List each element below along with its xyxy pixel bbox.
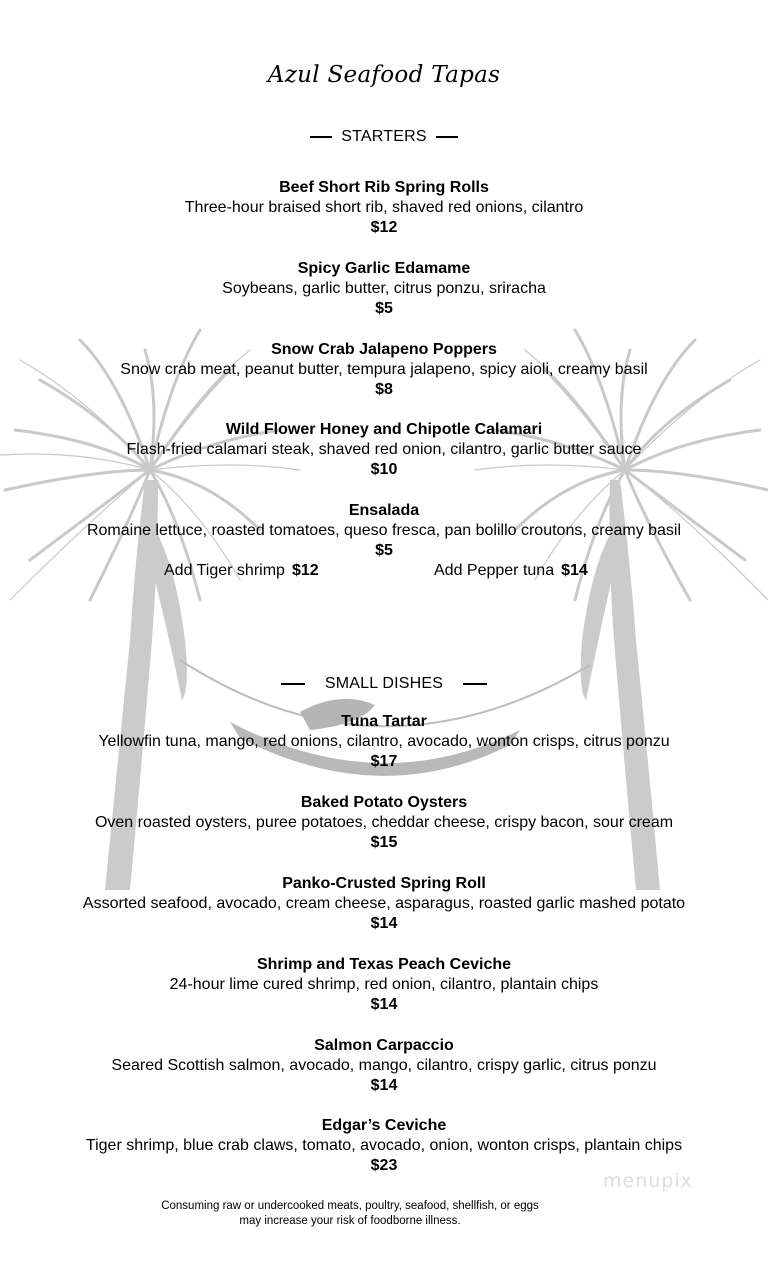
disclaimer-line: Consuming raw or undercooked meats, poultry, seafood, shellfish, or eggs [161,1200,539,1212]
item-price: $14 [370,996,398,1013]
menu-item [0,874,768,934]
restaurant-title: Azul Seafood Tapas [267,62,501,88]
section-heading-label: STARTERS [341,128,427,145]
item-description: Oven roasted oysters, puree potatoes, cheddar cheese, crispy bacon, sour cream [94,814,674,831]
section-heading-small-dishes [0,675,768,693]
menupix-watermark: menupix [603,1170,693,1192]
item-description: Seared Scottish salmon, avocado, mango, cilantro, crispy garlic, citrus ponzu [111,1057,657,1074]
addon-label: Add Pepper tuna [434,562,555,579]
menu-item [0,340,768,400]
item-name: Wild Flower Honey and Chipotle Calamari [225,421,543,438]
menu-item [0,1116,768,1176]
item-description: Soybeans, garlic butter, citrus ponzu, sriracha [222,280,546,297]
item-description: Yellowfin tuna, mango, red onions, cilantro, avocado, wonton crisps, citrus ponzu [98,733,670,750]
item-name: Salmon Carpaccio [314,1037,454,1054]
item-description: Three-hour braised short rib, shaved red onions, cilantro [184,199,584,216]
item-name: Beef Short Rib Spring Rolls [279,179,489,196]
salad-addons [0,562,768,584]
item-name: Snow Crab Jalapeno Poppers [271,341,497,358]
item-price: $8 [375,381,393,398]
menu-item [0,420,768,480]
section-heading-label: SMALL DISHES [324,675,444,692]
item-name: Panko-Crusted Spring Roll [282,875,486,892]
menu-item [0,178,768,238]
item-name: Spicy Garlic Edamame [297,260,471,277]
menu-item [0,793,768,853]
addon-tiger-shrimp [164,562,319,580]
menu-item [0,501,768,561]
menu-item [0,259,768,319]
item-name: Ensalada [348,502,420,519]
item-name: Baked Potato Oysters [300,794,468,811]
menu-item [0,712,768,772]
heading-dash-left [310,136,332,138]
addon-pepper-tuna [434,562,588,580]
menu-item [0,955,768,1015]
item-price: $5 [375,300,393,317]
disclaimer-line: may increase your risk of foodborne illness. [239,1215,461,1227]
food-safety-disclaimer [0,1199,700,1229]
item-name: Shrimp and Texas Peach Ceviche [256,956,512,973]
item-description: Flash-fried calamari steak, shaved red onion, cilantro, garlic butter sauce [126,441,642,458]
item-price: $17 [370,753,398,770]
item-description: Tiger shrimp, blue crab claws, tomato, avocado, onion, wonton crisps, plantain chips [85,1137,683,1154]
item-name: Edgar’s Ceviche [321,1117,447,1134]
section-heading-starters [0,128,768,146]
item-price: $12 [370,219,398,236]
heading-dash-right [463,683,487,685]
menu-item [0,1036,768,1096]
item-description: Snow crab meat, peanut butter, tempura jalapeno, spicy aioli, creamy basil [120,361,648,378]
addon-price: $14 [561,562,588,579]
item-description: Assorted seafood, avocado, cream cheese, asparagus, roasted garlic mashed potato [82,895,686,912]
addon-label: Add Tiger shrimp [164,562,285,579]
item-price: $14 [370,1077,398,1094]
heading-dash-right [436,136,458,138]
item-price: $23 [370,1157,398,1174]
item-price: $10 [370,461,398,478]
item-description: 24-hour lime cured shrimp, red onion, cilantro, plantain chips [169,976,599,993]
item-description: Romaine lettuce, roasted tomatoes, queso fresca, pan bolillo croutons, creamy basil [86,522,682,539]
heading-dash-left [281,683,305,685]
item-price: $5 [375,542,393,559]
item-name: Tuna Tartar [341,713,427,730]
addon-price: $12 [291,562,319,579]
item-price: $14 [370,915,398,932]
item-price: $15 [370,834,398,851]
